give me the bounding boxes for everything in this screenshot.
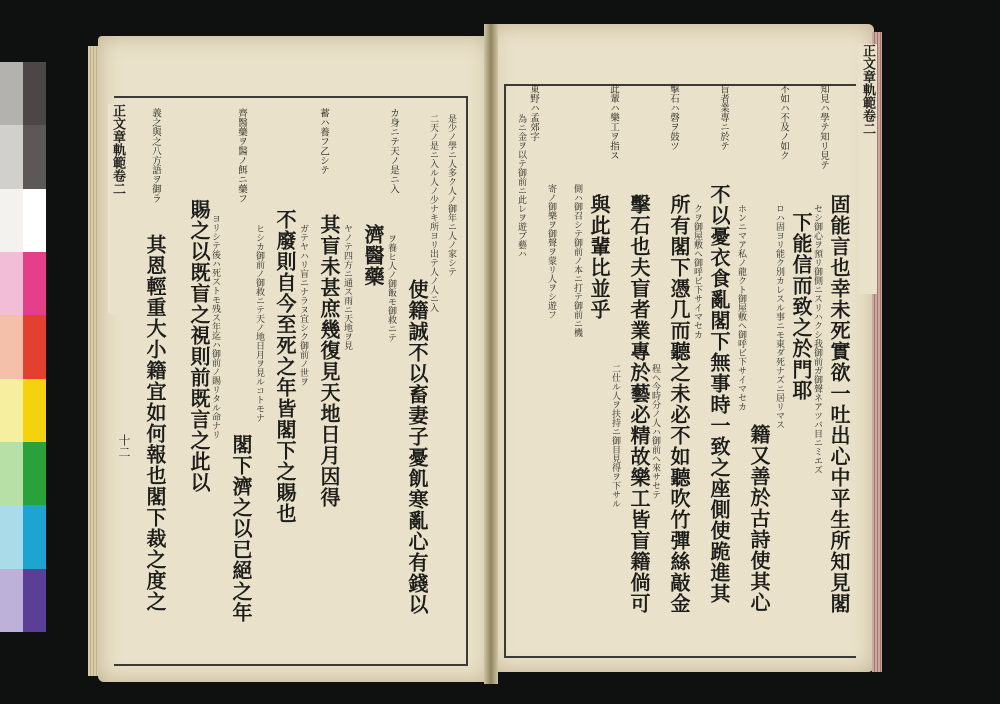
color-swatch xyxy=(23,125,46,188)
right-ruby-column: ホンニマア私ノ龍クト御屋敷ヘ御呼ビ下サイマセカ xyxy=(736,204,746,411)
right-page-header: 正文章軌範卷二 xyxy=(858,44,877,294)
left-ruby-column: ヤノテ四方ニ通ス雨ニ天地ヲ見 xyxy=(342,224,352,350)
right-text-column: 與此輩比並乎 xyxy=(587,194,611,320)
color-swatch-row xyxy=(0,442,46,505)
left-text-column: 其盲未甚庶幾復見天地日月因得 xyxy=(317,214,341,508)
right-text-column: 所有閣下憑几而聽之未必不如聽吹竹彈絲敲金 xyxy=(667,194,691,614)
right-text-column: 固能言也幸未死實欲一吐出心中平生所知見閣 xyxy=(827,194,851,614)
color-swatch xyxy=(0,442,23,505)
left-text-column: 其恩輕重大小籍宜如何報也閣下裁之度之 xyxy=(143,234,167,612)
left-text-column: 閣下濟之以已絕之年 xyxy=(229,434,253,623)
color-swatch xyxy=(0,569,23,632)
left-ruby-column: ヒシカ御前ノ御救ニテ天ノ地日月ヲ見ルコトモナ xyxy=(254,224,264,422)
right-annotation-band: 知見ハ學テ知リ見テ xyxy=(818,84,829,170)
color-swatch xyxy=(23,379,46,442)
left-page-header: 正文章軌範卷二 xyxy=(108,104,127,314)
color-swatch xyxy=(23,315,46,378)
color-swatch-row xyxy=(0,62,46,125)
right-text-column: 籍又善於古詩使其心 xyxy=(747,424,771,613)
color-swatch xyxy=(0,315,23,378)
right-annotation-band: 盲者業專ニ於テ xyxy=(718,84,729,151)
color-swatch xyxy=(23,252,46,315)
left-text-column: 不廢則自今至死之年皆閣下之賜也 xyxy=(273,209,297,524)
color-swatch xyxy=(23,505,46,568)
left-annotation-band: 義之與之八方語ヲ御ラ xyxy=(150,108,161,203)
color-swatch xyxy=(23,442,46,505)
right-ruby-column: クヲ御屋敷ヘ御呼ビ下サイマセカ xyxy=(692,204,702,339)
color-calibration-chart xyxy=(0,62,46,632)
left-page-folio: 十二 xyxy=(117,434,131,458)
color-swatch-row xyxy=(0,315,46,378)
right-ruby-column: ロハ固ヨリ能ク別カレスル事ニモ東ダ死ナズニ居リマス xyxy=(774,204,784,429)
color-swatch xyxy=(0,505,23,568)
left-annotation-band: カ身ニテ天ノ是ニ入 xyxy=(388,108,399,194)
right-annotation-band: 擊石ハ磬ヲ鼓ツ xyxy=(668,84,679,151)
color-swatch xyxy=(0,189,23,252)
right-text-column: 不以憂衣食亂閣下無事時一致之座側使跪進其 xyxy=(707,184,731,604)
book-spread xyxy=(88,24,882,688)
left-ruby-column: ヲ養ヒ人ノ御飯モ御救ニテ xyxy=(386,234,396,342)
color-swatch xyxy=(23,189,46,252)
color-swatch-row xyxy=(0,569,46,632)
color-swatch-row xyxy=(0,125,46,188)
color-swatch xyxy=(0,379,23,442)
left-annotation-band: 齊醫藥ヲ醫ノ餌ニ藥フ xyxy=(236,108,247,203)
color-swatch xyxy=(0,125,23,188)
left-ruby-column: ガテヤハリ盲ニナラヌ宜シク御前ノ世ヲ xyxy=(298,224,308,386)
left-text-column: 濟醫藥 xyxy=(361,224,385,287)
right-text-column: 擊石也夫盲者業專於藝必精故樂工皆盲籍倘可 xyxy=(627,194,651,614)
color-swatch xyxy=(0,252,23,315)
book-gutter xyxy=(484,24,498,684)
color-swatch-row xyxy=(0,379,46,442)
color-swatch xyxy=(23,62,46,125)
color-swatch-row xyxy=(0,189,46,252)
color-swatch-row xyxy=(0,252,46,315)
right-ruby-column: セシ御心ヲ預リ御側ニスリハクシ我御前ガ御聲ネアツバ目ニミエズ xyxy=(812,204,822,474)
right-ruby-column: 為ニ金ヲ以テ御前ニ此レヲ遊ブ藝ハ xyxy=(516,114,526,258)
color-swatch-row xyxy=(0,505,46,568)
color-swatch xyxy=(23,569,46,632)
right-ruby-column: 二仕ル人ヲ扶持ニ御目見得ヲ下サル xyxy=(610,364,620,508)
right-ruby-column: 寄ノ御樂ヲ御聲ヲ蒙リ人ヲシ遊フ xyxy=(546,184,556,319)
left-ruby-column: 是少ノ學ニ人多ク人ノ御年ニ人ノ家シテ xyxy=(446,114,456,276)
right-ruby-column: 程ヘ今時分ノ人ハ御前ヘ來サセテ xyxy=(650,364,660,499)
left-text-column: 賜之以既盲之視則前既言之此以 xyxy=(187,199,211,493)
left-text-column: 使籍誠不以畜妻子憂飢寒亂心有錢以 xyxy=(405,279,429,615)
right-annotation-band: 不如ハ不及ノ如ク xyxy=(778,84,789,160)
left-ruby-column: ヨリシテ後ハ死ストモ残ス年迄ハ御前ノ賜リタル命ナリ xyxy=(210,214,220,439)
left-annotation-band: 蓄ハ養フ乙シテ xyxy=(318,108,329,175)
right-text-column: 下能信而致之於門耶 xyxy=(789,212,813,401)
left-ruby-column: 二天ノ是ニ入ル人ノ少ナキ所ヨリ出テ人ノ人ニ入 xyxy=(428,114,438,312)
color-swatch xyxy=(0,62,23,125)
right-ruby-column: 側ハ御召シテ御前ノ本ニ打テ御前ニ機 xyxy=(572,184,582,337)
right-annotation-band: 此輩ハ樂工ヲ指ス xyxy=(608,84,619,160)
right-annotation-band: 東野ハ孟郊字 xyxy=(528,84,539,141)
